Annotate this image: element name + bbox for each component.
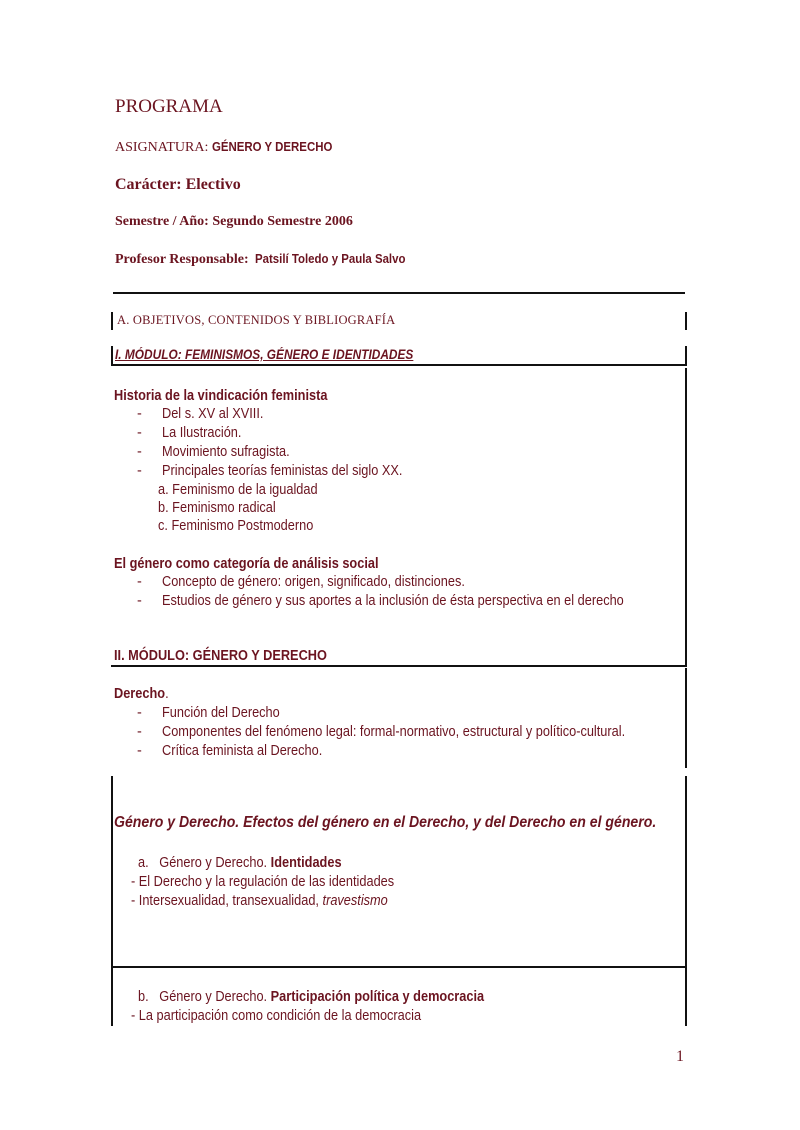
table-border xyxy=(111,364,687,366)
asignatura-value: GÉNERO Y DERECHO xyxy=(212,139,333,154)
participacion-line-text: - La participación como condición de la democracia xyxy=(131,1008,422,1024)
module-1-title xyxy=(115,347,454,362)
genero-heading-text: El género como categoría de análisis social xyxy=(114,556,379,572)
section-a-heading: A. OBJETIVOS, CONTENIDOS Y BIBLIOGRAFÍA xyxy=(117,313,396,327)
asignatura-line xyxy=(115,139,349,156)
table-border xyxy=(111,968,113,1026)
asignatura-label: ASIGNATURA: xyxy=(115,140,209,155)
efectos-heading-text: Género y Derecho. Efectos del género en el Derecho, y del Derecho en el género. xyxy=(114,814,657,831)
sub-list-item xyxy=(158,482,339,498)
page-title: PROGRAMA xyxy=(115,96,223,117)
profesor-line xyxy=(115,251,426,268)
derecho-heading xyxy=(114,686,176,702)
module-2-title xyxy=(114,648,356,664)
list-item-text: Concepto de género: origen, significado, distinciones. xyxy=(162,574,465,590)
table-border xyxy=(685,968,687,1026)
list-item: - Función del Derecho xyxy=(137,705,280,721)
table-border xyxy=(111,312,113,330)
header-divider xyxy=(113,292,685,294)
list-item-text: Estudios de género y sus aportes a la inclusión de ésta perspectiva en el derecho xyxy=(162,593,624,609)
participacion-prefix: Género y Derecho. xyxy=(159,989,268,1005)
sub-list-item-text: a. Feminismo de la igualdad xyxy=(158,482,318,498)
derecho-heading-suffix: . xyxy=(165,686,169,702)
identidades-line xyxy=(131,874,430,890)
page-number: 1 xyxy=(676,1048,684,1065)
identidades-label: a. xyxy=(138,855,149,871)
identidades-heading xyxy=(138,855,369,871)
list-item: - Principales teorías feministas del siglo XX. xyxy=(137,463,403,479)
semestre-line: Semestre / Año: Segundo Semestre 2006 xyxy=(115,214,353,229)
table-border xyxy=(685,346,687,364)
participacion-line xyxy=(131,1008,461,1024)
table-border xyxy=(685,776,687,968)
list-item-text: Crítica feminista al Derecho. xyxy=(162,743,323,759)
module-2-title-text: II. MÓDULO: GÉNERO Y DERECHO xyxy=(114,648,327,664)
identidades-line xyxy=(131,893,423,909)
table-border xyxy=(111,966,687,968)
list-item-text: La Ilustración. xyxy=(162,425,242,441)
list-item-text: Componentes del fenómeno legal: formal-normativo, estructural y político-cultural. xyxy=(162,724,626,740)
participacion-bold: Participación política y democracia xyxy=(270,989,485,1005)
participacion-heading xyxy=(138,989,531,1005)
list-item-text: Movimiento sufragista. xyxy=(162,444,290,460)
participacion-label: b. xyxy=(138,989,149,1005)
efectos-heading xyxy=(114,814,730,832)
sub-list-item-text: c. Feminismo Postmoderno xyxy=(158,518,314,534)
sub-list-item-text: b. Feminismo radical xyxy=(158,500,276,516)
list-item: - Movimiento sufragista. xyxy=(137,444,290,460)
identidades-italic-tail: travestismo xyxy=(322,893,388,909)
list-item: - Componentes del fenómeno legal: formal-normativo, estructural y político-cultural. xyxy=(137,724,626,740)
caracter-line: Carácter: Electivo xyxy=(115,176,241,193)
identidades-bold: Identidades xyxy=(270,855,342,871)
list-item: - La Ilustración. xyxy=(137,425,242,441)
table-border xyxy=(111,665,687,667)
table-border xyxy=(111,776,113,968)
list-item-text: Del s. XV al XVIII. xyxy=(162,406,264,422)
list-item-text: Función del Derecho xyxy=(162,705,280,721)
module-1-title-text: I. MÓDULO: FEMINISMOS, GÉNERO E IDENTIDADES xyxy=(115,347,414,362)
identidades-line-text: - Intersexualidad, transexualidad, xyxy=(131,893,319,909)
list-item: - Estudios de género y sus aportes a la inclusión de ésta perspectiva en el derecho xyxy=(137,593,624,609)
historia-heading-text: Historia de la vindicación feminista xyxy=(114,388,328,404)
genero-heading xyxy=(114,556,415,572)
identidades-prefix: Género y Derecho. xyxy=(159,855,268,871)
profesor-value: Patsilí Toledo y Paula Salvo xyxy=(254,251,406,266)
list-item-text: Principales teorías feministas del siglo XX. xyxy=(162,463,403,479)
list-item: - Crítica feminista al Derecho. xyxy=(137,743,323,759)
identidades-line-text: - El Derecho y la regulación de las identidades xyxy=(131,874,395,890)
historia-heading xyxy=(114,388,357,404)
sub-list-item xyxy=(158,500,292,516)
sub-list-item xyxy=(158,518,334,534)
list-item: - Del s. XV al XVIII. xyxy=(137,406,264,422)
list-item: - Concepto de género: origen, significado, distinciones. xyxy=(137,574,465,590)
table-border xyxy=(685,312,687,330)
derecho-heading-text: Derecho xyxy=(114,686,166,702)
profesor-label: Profesor Responsable: xyxy=(115,252,249,267)
table-border xyxy=(111,346,113,364)
